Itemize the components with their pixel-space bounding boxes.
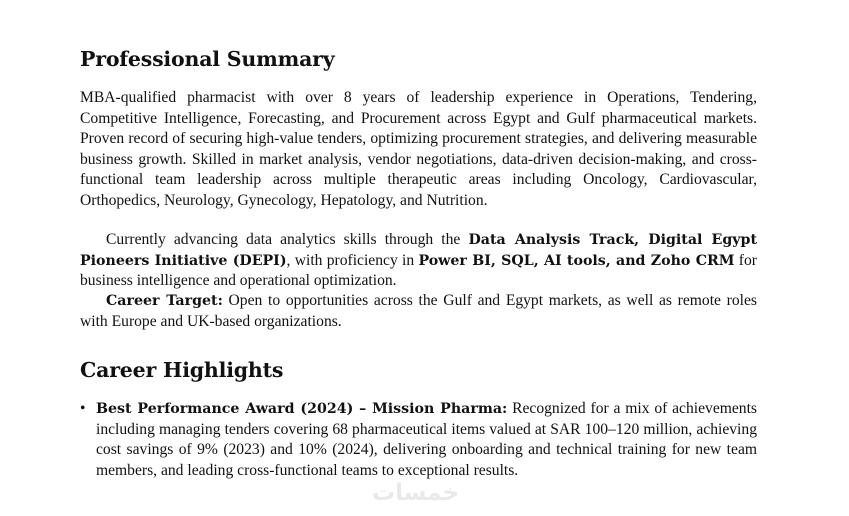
career-target-label: Career Target: xyxy=(106,293,223,309)
data-analytics-intro: Currently advancing data analytics skills through the xyxy=(106,231,469,248)
highlight-title: Best Performance Award (2024) – Mission Pharma: xyxy=(96,401,508,417)
summary-paragraph: MBA-qualified pharmacist with over 8 years of leadership experience in Operations, Tendering, Competitive Intelligence, Forecasting, and Procurement across Egypt and Gulf pharmaceutical markets. Proven record of securing high-value tenders, optimizing procurement strategies, and delivering measurable business growth. Skilled in market analysis, vendor negotiations, data-driven decision-making, and cross-functional team leadership across multiple therapeutic areas including Oncology, Cardiovascular, Orthopedics, Neurology, Gynecology, Hepatology, and Nutrition. xyxy=(80,89,757,209)
bullet-icon: • xyxy=(80,400,86,417)
career-target-text: Open to opportunities across the Gulf and Egypt markets, as well as remote roles with Europe and UK-based organizations. xyxy=(80,292,757,330)
data-analytics-paragraph xyxy=(80,230,757,292)
career-target-paragraph xyxy=(80,291,757,332)
data-analytics-end: for business intelligence and operational optimization. xyxy=(80,251,757,289)
tools-list: Power BI, SQL, AI tools, and Zoho CRM xyxy=(418,252,735,269)
highlight-text: Recognized for a mix of achievements including managing tenders covering 68 pharmaceutical items valued at SAR 100–120 million, achieving cost savings of 9% (2023) and 10% (2024), delivering onboarding and technical training for new team members, and leading cross-functional teams to exceptional results. xyxy=(96,400,757,479)
career-highlights-list xyxy=(80,399,757,481)
career-highlights-heading: Career Highlights xyxy=(80,358,284,382)
data-analytics-mid: , with proficiency in xyxy=(286,251,419,269)
watermark-logo: خمسات xyxy=(372,480,460,506)
list-item xyxy=(80,399,757,481)
depi-program-name: Data Analysis Track, Digital Egypt Pioneers Initiative (DEPI) xyxy=(80,232,757,269)
professional-summary-heading: Professional Summary xyxy=(80,47,335,71)
